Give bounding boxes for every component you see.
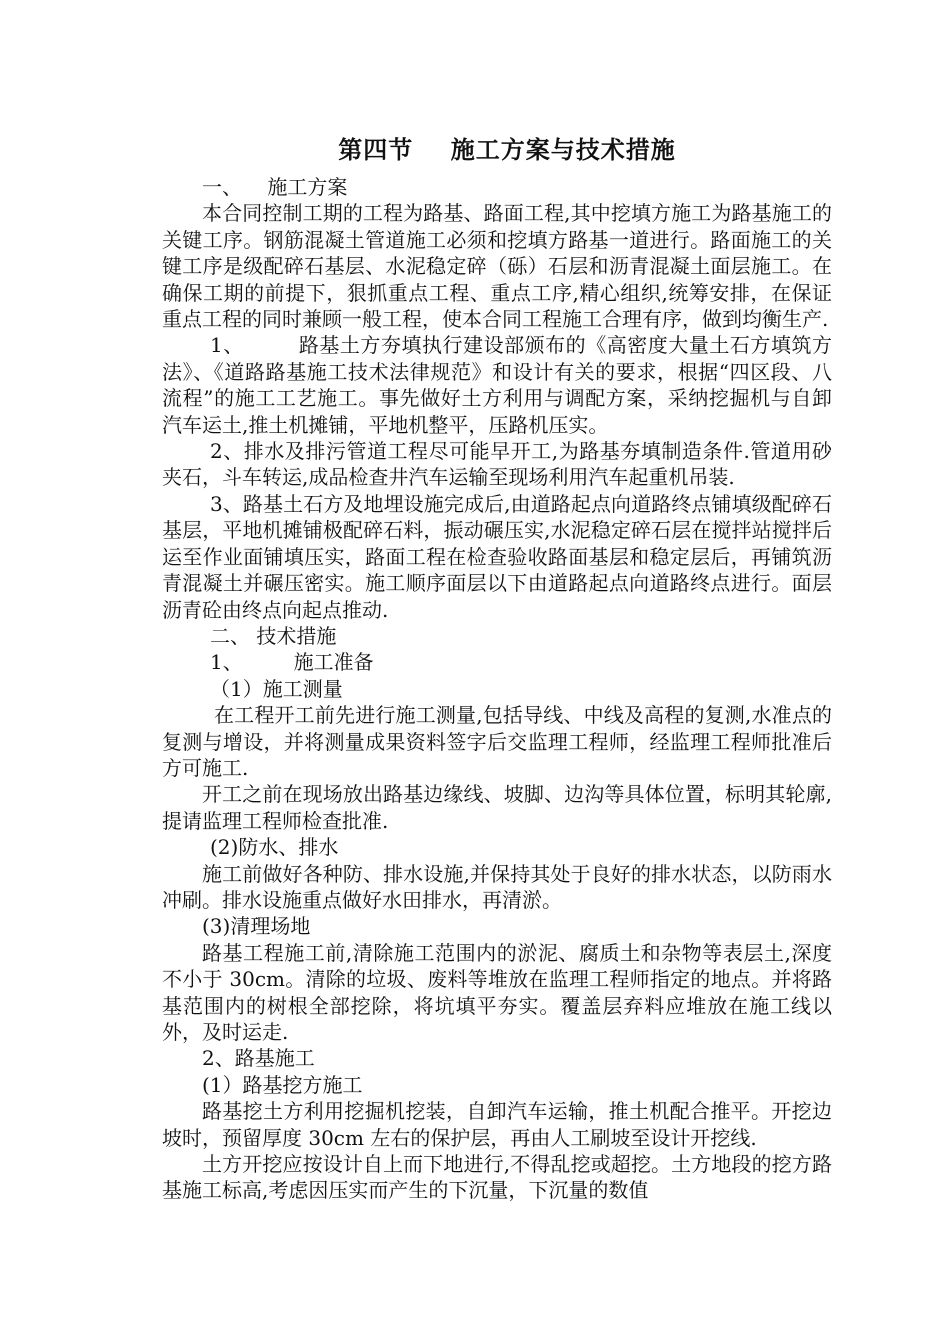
paragraph-drainage: 施工前做好各种防、排水设施,并保持其处于良好的排水状态，以防雨水冲刷。排水设施重点做好水田排水，再清淤。 [162, 861, 832, 912]
paragraph-plan-item-1: 1、 路基土方夯填执行建设部颁布的《高密度大量土石方填筑方法》、《道路路基施工技术法律规范》和设计有关的要求，根据“四区段、八流程”的施工工艺施工。事先做好土方利用与调配方案，采纳挖掘机与自卸汽车运土,推土机摊铺，平地机整平，压路机压实。 [162, 333, 832, 437]
document-page [162, 130, 832, 1204]
heading-construction-preparation: 1、 施工准备 [210, 650, 374, 675]
paragraph-plan-item-2: 2、排水及排污管道工程尽可能早开工,为路基夯填制造条件.管道用砂夹石，斗车转运,成品检查井汽车运输至现场利用汽车起重机吊装. [162, 439, 832, 490]
paragraph-site-clearing: 路基工程施工前,清除施工范围内的淤泥、腐质土和杂物等表层土,深度不小于 30cm。清除的垃圾、废料等堆放在监理工程师指定的地点。并将路基范围内的树根全部挖除，将坑填平夯实。覆盖层弃料应堆放在施工线以外，及时运走. [162, 940, 832, 1044]
paragraph-excavation-method: 路基挖土方利用挖掘机挖装，自卸汽车运输，推土机配合推平。开挖边坡时，预留厚度 30cm 左右的保护层，再由人工刷坡至设计开挖线. [162, 1099, 832, 1150]
paragraph-staking: 开工之前在现场放出路基边缘线、坡脚、边沟等具体位置，标明其轮廓,提请监理工程师检查批准. [162, 782, 832, 833]
heading-construction-plan: 一、 施工方案 [202, 175, 348, 199]
section-title: 第四节 施工方案与技术措施 [338, 135, 676, 164]
paragraph-plan-intro: 本合同控制工期的工程为路基、路面工程,其中挖填方施工为路基施工的关键工序。钢筋混凝土管道施工必须和挖填方路基一道进行。路面施工的关键工序是级配碎石基层、水泥稳定碎（砾）石层和沥青混凝土面层施工。在确保工期的前提下，狠抓重点工程、重点工序,精心组织,统筹安排，在保证重点工程的同时兼顾一般工程，使本合同工程施工合理有序，做到均衡生产. [162, 201, 832, 332]
paragraph-plan-item-3: 3、路基土石方及地埋设施完成后,由道路起点向道路终点铺填级配碎石基层，平地机摊铺极配碎石料，振动碾压实,水泥稳定碎石层在搅拌站搅拌后运至作业面铺填压实，路面工程在检查验收路面基层和稳定层后，再铺筑沥青混凝土并碾压密实。施工顺序面层以下由道路起点向道路终点进行。面层沥青砼由终点向起点推动. [162, 491, 832, 622]
subheading-subgrade-excavation: (1）路基挖方施工 [202, 1072, 363, 1097]
subheading-survey: （1）施工测量 [210, 676, 343, 701]
subheading-site-clearing: (3)清理场地 [202, 914, 311, 939]
paragraph-excavation-order: 土方开挖应按设计自上而下地进行,不得乱挖或超挖。土方地段的挖方路基施工标高,考虑因压实而产生的下沉量，下沉量的数值 [162, 1152, 832, 1203]
heading-subgrade-construction: 2、路基施工 [202, 1046, 315, 1071]
subheading-drainage: (2)防水、排水 [210, 835, 339, 860]
heading-technical-measures: 二、 技术措施 [210, 623, 337, 648]
paragraph-survey: 在工程开工前先进行施工测量,包括导线、中线及高程的复测,水准点的复测与增设，并将测量成果资料签字后交监理工程师，经监理工程师批准后方可施工. [162, 703, 832, 780]
